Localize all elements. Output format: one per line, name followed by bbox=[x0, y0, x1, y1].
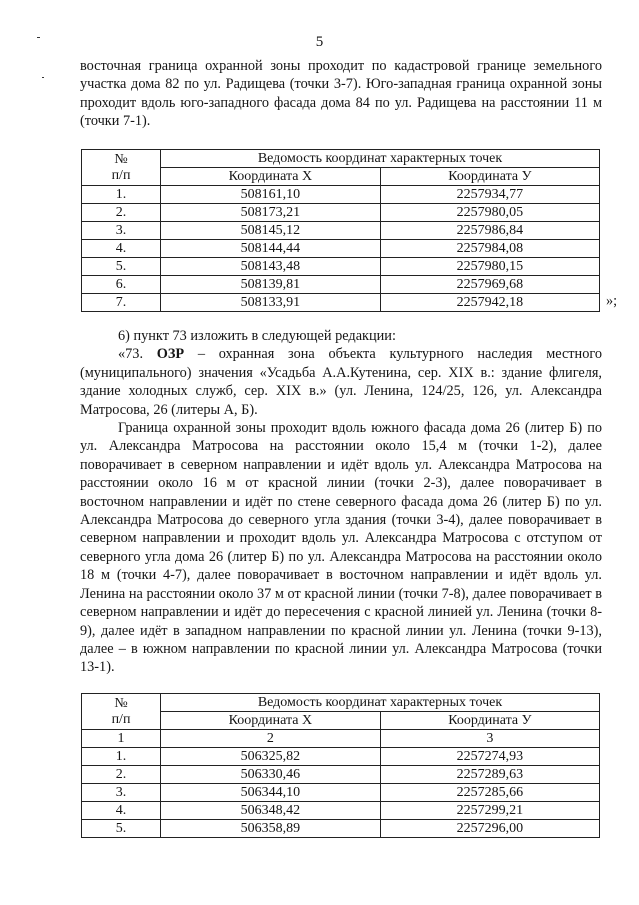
pp-label: п/п bbox=[111, 711, 131, 727]
cell-n: 5. bbox=[82, 820, 161, 838]
intro-text: восточная граница охранной зоны проходит по кадастровой границе земельного участка дома 82 по ул. Радищева (точки 3-7). Юго-западная граница охранной зоны проходит вдоль юго-западного фасада дома 84 по ул. Радищева на расстоянии 11 м (точки 7-1). bbox=[80, 58, 602, 130]
cell-n: 2. bbox=[82, 766, 161, 784]
boundary-paragraph: Граница охранной зоны проходит вдоль южного фасада дома 26 (литер Б) по ул. Александра Матросова на расстоянии около 15,4 м (точки 1-2), далее поворачивает в северном направлении и идёт вдоль ул. Александра Матросова на расстоянии около 16 м от красной линии (точки 2-3), далее поворачивает в восточном направлении и идёт по стене северного фасада дома 26 (литер Б) по ул. Александра Матросова до северного угла здания (точки 3-4), далее поворачивает в северном направлении и проходит вдоль ул. Александра Матросова с отступом от северного угла дома 26 (литер Б) по ул. Александра Матросова на расстоянии около 18 м (точки 4-7), далее поворачивает в восточном направлении и идёт вдоль ул. Ленина на расстоянии около 37 м от красной линии (точки 7-8), далее поворачивает в северном направлении и идёт до пересечения с красной линией ул. Ленина (точки 8-9), далее идёт в западном направлении по красной линии ул. Ленина (точки 9-13), далее – в южном направлении по красной линии ул. Александра Матросова (точки 13-1). bbox=[80, 420, 602, 676]
table2-col-x: Координата Х bbox=[161, 712, 381, 730]
pp-label: п/п bbox=[111, 167, 131, 183]
table1-col-x: Координата Х bbox=[161, 168, 381, 186]
num-sign: № bbox=[114, 695, 128, 711]
cell-n: 2. bbox=[82, 204, 161, 222]
cell-n: 3. bbox=[82, 784, 161, 802]
table-row bbox=[82, 820, 600, 838]
cell-x: 506330,46 bbox=[161, 766, 381, 784]
cell-n: 4. bbox=[82, 802, 161, 820]
table1-num-header bbox=[82, 150, 161, 186]
cell-y: 2257986,84 bbox=[380, 222, 599, 240]
cell-y: 2257934,77 bbox=[380, 186, 599, 204]
cell-n: 6. bbox=[82, 276, 161, 294]
cell-y: 2257289,63 bbox=[380, 766, 599, 784]
table-row bbox=[82, 276, 600, 294]
cell-n: 5. bbox=[82, 258, 161, 276]
cell-n: 1. bbox=[82, 748, 161, 766]
cell-y: 3 bbox=[380, 730, 599, 748]
num-sign: № bbox=[114, 151, 128, 167]
cell-y: 2257969,68 bbox=[380, 276, 599, 294]
table-row bbox=[82, 240, 600, 258]
cell-y: 2257984,08 bbox=[380, 240, 599, 258]
table1-group-header: Ведомость координат характерных точек bbox=[161, 150, 600, 168]
cell-x: 506358,89 bbox=[161, 820, 381, 838]
table-row bbox=[82, 802, 600, 820]
table-row bbox=[82, 258, 600, 276]
cell-x: 508173,21 bbox=[161, 204, 381, 222]
scan-speck bbox=[42, 77, 44, 78]
cell-y: 2257299,21 bbox=[380, 802, 599, 820]
zone-code: ОЗР bbox=[156, 346, 185, 363]
cell-n: 3. bbox=[82, 222, 161, 240]
cell-n: 4. bbox=[82, 240, 161, 258]
table-row bbox=[82, 748, 600, 766]
cell-x: 508139,81 bbox=[161, 276, 381, 294]
cell-n: 7. bbox=[82, 294, 161, 312]
cell-x: 506348,42 bbox=[161, 802, 381, 820]
page-number: 5 bbox=[315, 34, 324, 50]
cell-y: 2257274,93 bbox=[380, 748, 599, 766]
table-row bbox=[82, 222, 600, 240]
cell-x: 2 bbox=[161, 730, 381, 748]
item-6: 6) пункт 73 изложить в следующей редакции: bbox=[118, 328, 396, 344]
cell-x: 508144,44 bbox=[161, 240, 381, 258]
cell-y: 2257296,00 bbox=[380, 820, 599, 838]
cell-x: 508145,12 bbox=[161, 222, 381, 240]
cell-y: 2257980,15 bbox=[380, 258, 599, 276]
cell-x: 508143,48 bbox=[161, 258, 381, 276]
table2-num-header bbox=[82, 694, 161, 730]
cell-n: 1 bbox=[82, 730, 161, 748]
intro-paragraph bbox=[80, 57, 602, 131]
table-row bbox=[82, 784, 600, 802]
table-row bbox=[82, 766, 600, 784]
item-73 bbox=[80, 345, 602, 419]
cell-x: 506344,10 bbox=[161, 784, 381, 802]
cell-n: 1. bbox=[82, 186, 161, 204]
table2-group-header: Ведомость координат характерных точек bbox=[161, 694, 600, 712]
table1-col-y: Координата У bbox=[380, 168, 599, 186]
cell-x: 508161,10 bbox=[161, 186, 381, 204]
cell-x: 508133,91 bbox=[161, 294, 381, 312]
table-row bbox=[82, 294, 600, 312]
cell-y: 2257942,18 bbox=[380, 294, 599, 312]
table-row bbox=[82, 186, 600, 204]
cell-y: 2257980,05 bbox=[380, 204, 599, 222]
table-index-row bbox=[82, 730, 600, 748]
table2-col-y: Координата У bbox=[380, 712, 599, 730]
item-73-text: – охранная зона объекта культурного наследия местного (муниципального) значения «Усадьба А.А.Кутенина, сер. XIX в.: здание флигеля, здание холодных служб, сер. XIX в.» (ул. Ленина, 124/25, 126, ул. Александра Матросова, 26 (литеры А, Б). bbox=[80, 346, 602, 418]
table-row bbox=[82, 204, 600, 222]
cell-y: 2257285,66 bbox=[380, 784, 599, 802]
table1-closing-quote: »; bbox=[606, 293, 618, 309]
coordinates-table-2 bbox=[81, 693, 600, 838]
item-73-prefix: «73. bbox=[118, 346, 144, 363]
coordinates-table-1 bbox=[81, 149, 600, 312]
amendment-section bbox=[80, 327, 602, 677]
cell-x: 506325,82 bbox=[161, 748, 381, 766]
